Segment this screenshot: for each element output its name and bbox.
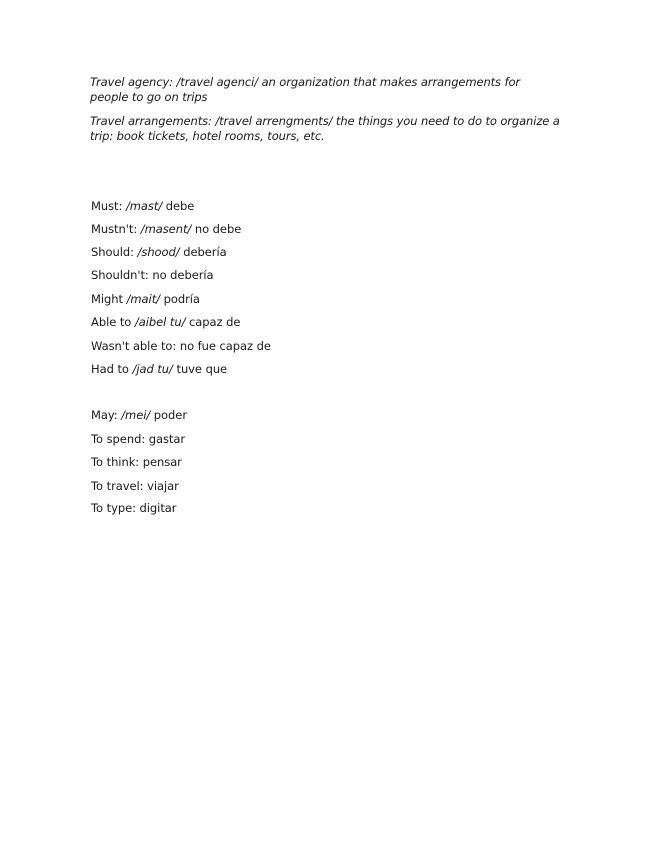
vocab-pronunciation: /aibel tu/ xyxy=(134,315,186,329)
vocab-pronunciation: /mait/ xyxy=(126,292,160,306)
vocab-item-to-think xyxy=(91,455,182,469)
vocab-item-wasnt-able-to xyxy=(91,339,271,353)
vocab-item-to-travel xyxy=(91,479,179,493)
vocab-item-must xyxy=(91,199,194,213)
vocab-word: To spend: gastar xyxy=(91,432,186,446)
definition-term: Travel arrangements: xyxy=(90,114,216,128)
vocab-word: May: xyxy=(91,408,122,422)
vocab-word: Might xyxy=(91,292,127,306)
vocab-translation: capaz de xyxy=(185,315,241,329)
vocab-item-to-type xyxy=(91,501,176,515)
vocab-item-had-to xyxy=(91,362,227,376)
vocab-item-to-spend xyxy=(91,432,185,446)
vocab-word: To travel: viajar xyxy=(91,479,179,493)
definition-travel-arrangements xyxy=(90,114,560,143)
vocab-translation: tuve que xyxy=(172,362,228,376)
vocab-item-may xyxy=(91,408,187,422)
vocab-item-shouldnt xyxy=(91,268,214,282)
vocab-word: Able to xyxy=(91,315,135,329)
vocab-pronunciation: /mast/ xyxy=(125,199,163,213)
vocab-word: Shouldn't: no debería xyxy=(91,268,214,282)
vocab-translation: podría xyxy=(159,292,200,306)
definition-meaning: an organization that makes arrangements for people to go on trips xyxy=(90,75,521,104)
definition-pronunciation: /travel agenci/ xyxy=(176,75,259,89)
definition-term: Travel agency: xyxy=(90,75,177,89)
vocab-word: To type: digitar xyxy=(91,501,177,515)
vocab-word: To think: pensar xyxy=(91,455,182,469)
vocab-translation: poder xyxy=(150,408,187,422)
vocab-word: Had to xyxy=(91,362,133,376)
definition-pronunciation: /travel arrengments/ xyxy=(215,114,333,128)
vocab-translation: no debe xyxy=(191,222,242,236)
vocab-item-should xyxy=(91,245,227,259)
vocab-pronunciation: /jad tu/ xyxy=(132,362,173,376)
vocab-pronunciation: /mei/ xyxy=(121,408,151,422)
vocab-item-mustnt xyxy=(91,222,241,236)
vocab-word: Should: xyxy=(91,245,138,259)
vocab-word: Mustn't: xyxy=(91,222,141,236)
definition-travel-agency xyxy=(90,75,560,104)
definition-meaning: the things you need to do to organize a trip: book tickets, hotel rooms, tours, etc. xyxy=(90,114,560,143)
vocab-item-able-to xyxy=(91,315,240,329)
vocab-pronunciation: /shood/ xyxy=(137,245,180,259)
vocab-item-might xyxy=(91,292,200,306)
vocab-translation: debe xyxy=(162,199,195,213)
vocab-word: Must: xyxy=(91,199,126,213)
vocab-translation: debería xyxy=(179,245,227,259)
vocab-word: Wasn't able to: no fue capaz de xyxy=(91,339,271,353)
vocab-pronunciation: /masent/ xyxy=(140,222,192,236)
